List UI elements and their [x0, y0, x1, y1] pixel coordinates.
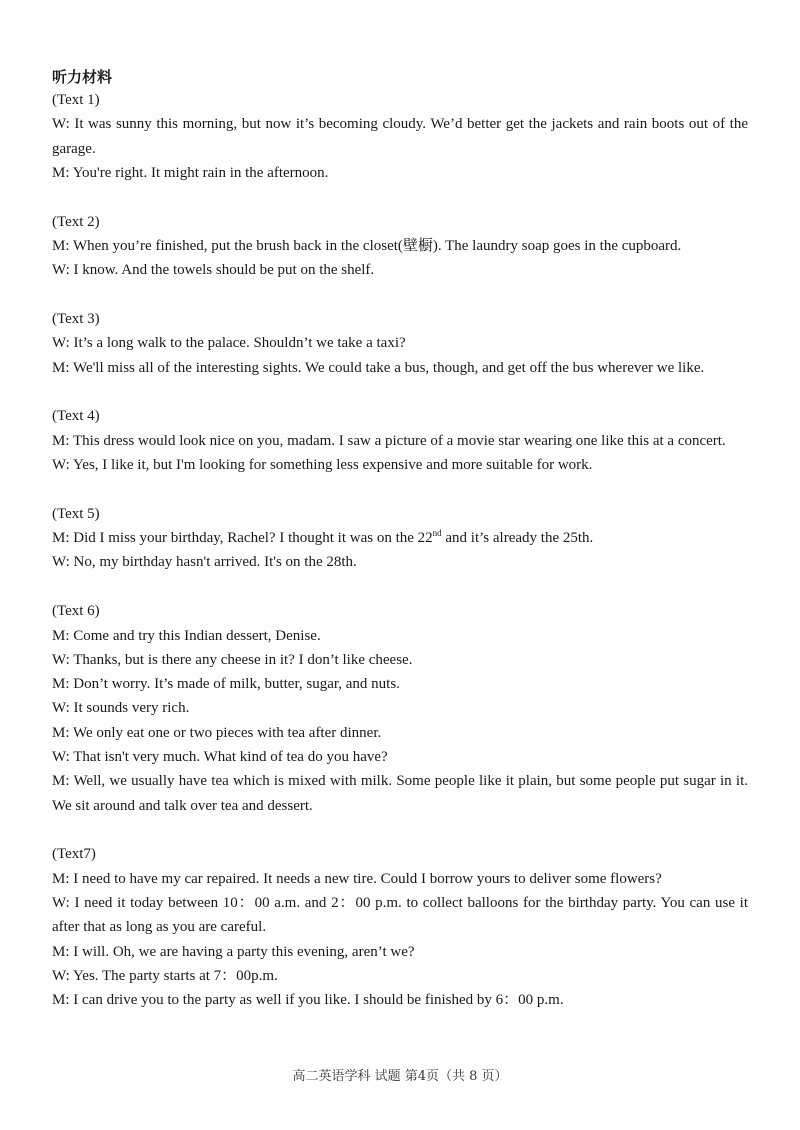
document-page: [52, 66, 748, 1013]
text-label: (Text 1): [52, 92, 100, 108]
text-label: (Text7): [52, 846, 96, 863]
dialogue-line: W: It’s a long walk to the palace. Shouldn’t we take a taxi?: [52, 335, 406, 352]
dialogue-line: M: Don’t worry. It’s made of milk, butter, sugar, and nuts.: [52, 676, 400, 693]
dialogue-line: W: I know. And the towels should be put on the shelf.: [52, 262, 375, 279]
dialogue-line: W: No, my birthday hasn't arrived. It's on the 28th.: [52, 554, 357, 571]
line-text: and it’s already the 25th.: [441, 530, 594, 547]
dialogue-line: M: We only eat one or two pieces with tea after dinner.: [52, 724, 382, 741]
text-label: (Text 3): [52, 311, 100, 328]
dialogue-line: M: I can drive you to the party as well if you like. I should be finished by 6：00 p.m.: [52, 992, 564, 1009]
text-6-block: [52, 599, 748, 818]
dialogue-line: M: We'll miss all of the interesting sights. We could take a bus, though, and get off the bus wherever we like.: [52, 359, 705, 376]
page-footer: 高二英语学科 试题 第4页（共 8 页）: [292, 1069, 508, 1084]
text-3-block: [52, 307, 748, 380]
text-label: (Text 2): [52, 213, 100, 230]
dialogue-line: M: I need to have my car repaired. It needs a new tire. Could I borrow yours to deliver some flowers?: [52, 870, 662, 887]
text-2-block: [52, 210, 748, 283]
dialogue-line: W: It sounds very rich.: [52, 700, 190, 717]
dialogue-line: M: When you’re finished, put the brush back in the closet(壁橱). The laundry soap goes in the cupboard.: [52, 237, 682, 254]
text-label: (Text 4): [52, 408, 100, 425]
dialogue-line: W: It was sunny this morning, but now it’s becoming cloudy. We’d better get the jackets and rain boots out of the garage.: [52, 116, 748, 157]
dialogue-line: M: You're right. It might rain in the afternoon.: [52, 164, 329, 181]
section-heading: 听力材料: [52, 68, 113, 86]
text-label: (Text 6): [52, 603, 100, 620]
dialogue-line: W: That isn't very much. What kind of tea do you have?: [52, 749, 388, 766]
text-label: (Text 5): [52, 505, 100, 522]
text-4-block: [52, 404, 748, 477]
dialogue-line: W: I need it today between 10：00 a.m. and 2：00 p.m. to collect balloons for the birthday party. You can use it after that as long as you are careful.: [52, 895, 748, 936]
dialogue-line: W: Yes, I like it, but I'm looking for something less expensive and more suitable for work.: [52, 457, 593, 474]
dialogue-line: M: Well, we usually have tea which is mixed with milk. Some people like it plain, but some people put sugar in it. We sit around and talk over tea and dessert.: [52, 773, 748, 814]
dialogue-line: W: Yes. The party starts at 7：00p.m.: [52, 967, 278, 984]
text-7-block: [52, 842, 748, 1012]
dialogue-line: M: Come and try this Indian dessert, Denise.: [52, 627, 321, 644]
line-text: M: Did I miss your birthday, Rachel? I thought it was on the 22: [52, 530, 433, 547]
text-1-block: [52, 88, 748, 185]
dialogue-line: M: This dress would look nice on you, madam. I saw a picture of a movie star wearing one like this at a concert.: [52, 432, 726, 449]
dialogue-line: W: Thanks, but is there any cheese in it? I don’t like cheese.: [52, 651, 413, 668]
text-5-block: [52, 502, 748, 575]
dialogue-line: [52, 526, 748, 550]
dialogue-line: M: I will. Oh, we are having a party this evening, aren’t we?: [52, 943, 415, 960]
ordinal-suffix: nd: [432, 528, 442, 539]
